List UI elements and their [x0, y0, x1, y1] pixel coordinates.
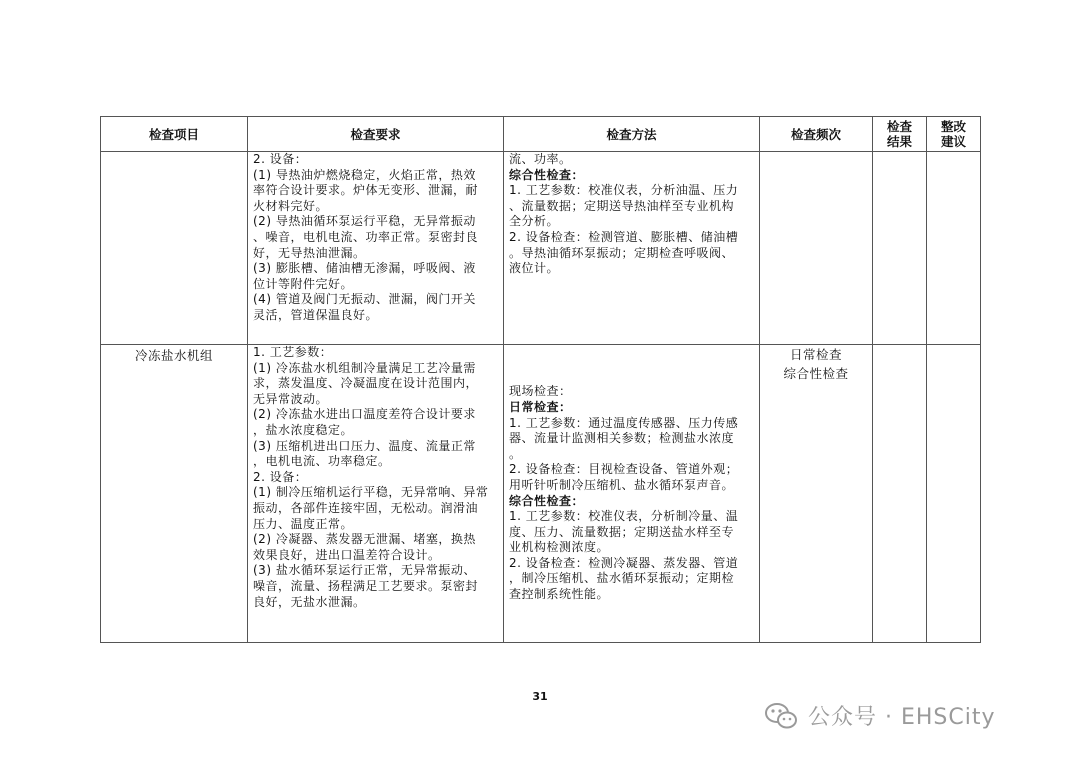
- requirements-cell: [248, 345, 504, 643]
- cell-line: 1. 工艺参数：通过温度传感器、压力传感: [509, 415, 739, 430]
- header-advice: [927, 117, 981, 152]
- cell-line: 1. 工艺参数：校准仪表，分析油温、压力: [509, 183, 739, 198]
- result-cell: [873, 345, 927, 643]
- method-text: [504, 152, 759, 277]
- cell-line: (1) 冷冻盐水机组制冷量满足工艺冷量需: [253, 360, 476, 375]
- cell-line: 求，蒸发温度、冷凝温度在设计范围内，: [253, 376, 479, 391]
- cell-line: 灵活，管道保温良好。: [253, 307, 379, 322]
- cell-line: 2. 设备：: [253, 152, 308, 166]
- cell-line: 。导热油循环泵振动；定期检查呼吸阀、: [509, 245, 735, 260]
- header-result: [873, 117, 927, 152]
- result-cell: [873, 152, 927, 345]
- requirements-text: [248, 345, 503, 610]
- requirements-text: [248, 152, 503, 324]
- advice-cell: [927, 345, 981, 643]
- cell-line: 液位计。: [509, 261, 560, 276]
- header-frequency: 检查频次: [760, 117, 873, 152]
- cell-line: 无异常波动。: [253, 391, 329, 406]
- cell-line: 振动，各部件连接牢固，无松动。润滑油: [253, 500, 479, 515]
- cell-line: 效果良好，进出口温差符合设计。: [253, 547, 441, 562]
- method-cell: [504, 345, 760, 643]
- cell-line: (3) 盐水循环泵运行正常，无异常振动、: [253, 563, 476, 578]
- advice-cell: [927, 152, 981, 345]
- cell-line: (1) 制冷压缩机运行平稳，无异常响、异常: [253, 485, 489, 500]
- requirements-cell: [248, 152, 504, 345]
- frequency-cell: [760, 152, 873, 345]
- cell-line: 位计等附件完好。: [253, 276, 354, 291]
- cell-line: 日常检查: [789, 347, 842, 362]
- cell-line: ，盐水浓度稳定。: [253, 422, 354, 437]
- table-header-row: [101, 117, 981, 152]
- cell-line: 2. 设备检查：目视检查设备、管道外观；: [509, 462, 739, 477]
- cell-line: 压力、温度正常。: [253, 516, 354, 531]
- header-method: 检查方法: [504, 117, 760, 152]
- cell-line: 火材料完好。: [253, 198, 329, 213]
- cell-line: (3) 膨胀槽、储油槽无渗漏，呼吸阀、液: [253, 261, 476, 276]
- header-result-text: 检查结果: [886, 119, 912, 149]
- method-cell: [504, 152, 760, 345]
- table-row: [101, 345, 981, 643]
- cell-line: 2. 设备：: [253, 469, 308, 484]
- cell-line: 全分析。: [509, 214, 560, 229]
- cell-line: 、流量数据；定期送导热油样至专业机构: [509, 198, 735, 213]
- cell-line: (4) 管道及阀门无振动、泄漏，阀门开关: [253, 292, 476, 307]
- cell-line: 1. 工艺参数：校准仪表，分析制冷量、温: [509, 509, 739, 524]
- cell-line: 度、压力、流量数据；定期送盐水样至专: [509, 524, 735, 539]
- cell-line: 噪音，流量、扬程满足工艺要求。泵密封: [253, 578, 479, 593]
- cell-line: 器、流量计监测相关参数；检测盐水浓度: [509, 431, 735, 446]
- cell-line: 。: [509, 446, 522, 461]
- page-number: 31: [532, 690, 548, 703]
- cell-line: 率符合设计要求。炉体无变形、泄漏，耐: [253, 183, 479, 198]
- cell-line: 2. 设备检查：检测冷凝器、蒸发器、管道: [509, 555, 739, 570]
- frequency-cell: [760, 345, 873, 643]
- inspection-table: [100, 116, 981, 643]
- cell-line: 1. 工艺参数：: [253, 345, 333, 359]
- cell-line: 综合性检查：: [509, 167, 585, 182]
- cell-line: (2) 导热油循环泵运行平稳，无异常振动: [253, 214, 476, 229]
- cell-line: (1) 导热油炉燃烧稳定，火焰正常，热效: [253, 167, 476, 182]
- cell-line: 好，无导热油泄漏。: [253, 245, 366, 260]
- cell-line: (3) 压缩机进出口压力、温度、流量正常: [253, 438, 476, 453]
- method-text: [504, 384, 759, 602]
- item-cell: [101, 345, 248, 643]
- cell-line: 业机构检测浓度。: [509, 540, 610, 555]
- cell-line: 综合性检查: [783, 366, 849, 381]
- cell-line: 现场检查：: [509, 384, 572, 399]
- cell-line: 综合性检查：: [509, 493, 585, 508]
- cell-line: 用听针听制冷压缩机、盐水循环泵声音。: [509, 477, 735, 492]
- wechat-icon: [764, 701, 798, 731]
- cell-line: ，电机电流、功率稳定。: [253, 454, 391, 469]
- watermark: [764, 700, 996, 731]
- cell-line: 查控制系统性能。: [509, 587, 610, 602]
- header-advice-text: 整改建议: [940, 119, 966, 149]
- item-cell: [101, 152, 248, 345]
- cell-line: 良好，无盐水泄漏。: [253, 594, 366, 609]
- table-row: [101, 152, 981, 345]
- header-requirements: 检查要求: [248, 117, 504, 152]
- frequency-text: [760, 345, 872, 383]
- item-name: 冷冻盐水机组: [134, 348, 213, 363]
- cell-line: 2. 设备检查：检测管道、膨胀槽、储油槽: [509, 229, 739, 244]
- cell-line: (2) 冷冻盐水进出口温度差符合设计要求: [253, 407, 476, 422]
- cell-line: (2) 冷凝器、蒸发器无泄漏、堵塞，换热: [253, 532, 476, 547]
- cell-line: ，制冷压缩机、盐水循环泵振动；定期检: [509, 571, 735, 586]
- header-item: 检查项目: [101, 117, 248, 152]
- cell-line: 日常检查：: [509, 399, 572, 414]
- cell-line: 流、功率。: [509, 152, 572, 166]
- watermark-text: 公众号 · EHSCity: [808, 705, 996, 730]
- cell-line: 、噪音，电机电流、功率正常。泵密封良: [253, 229, 479, 244]
